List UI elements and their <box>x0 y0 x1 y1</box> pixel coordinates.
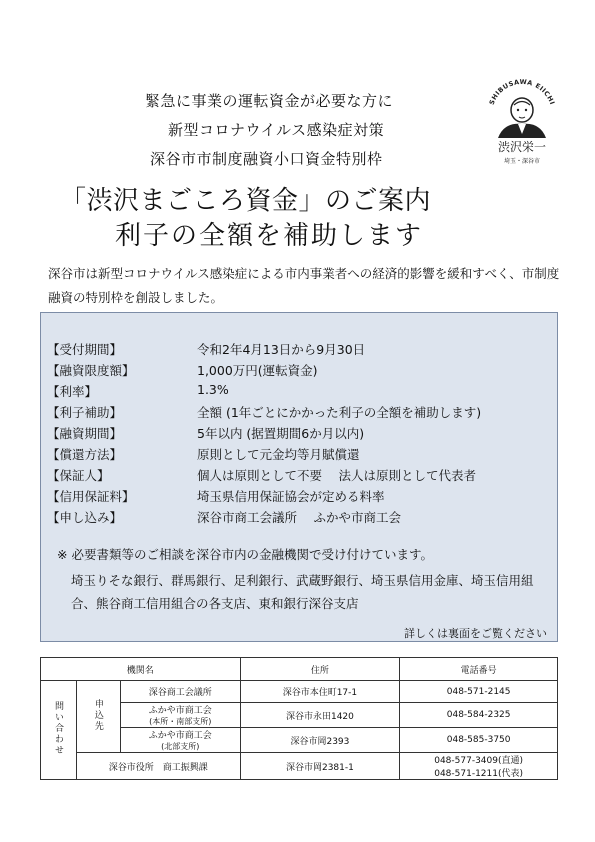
logo-name: 渋沢栄一 <box>497 140 546 154</box>
org-cell <box>120 728 240 753</box>
table-row <box>41 681 558 703</box>
info-label: 【利子補助】 <box>47 405 123 420</box>
phone-cell <box>400 753 558 780</box>
detail-note: 詳しくは裏面をご覧ください <box>404 627 547 640</box>
info-label: 【信用保証料】 <box>47 489 135 504</box>
info-label: 【保証人】 <box>47 468 110 483</box>
group-label-cell <box>41 681 77 780</box>
logo-sub: 埼玉・深谷市 <box>503 158 540 165</box>
address-cell: 深谷市本住町17-1 <box>240 681 400 703</box>
info-value: 個人は原則として不要 法人は原則として代表者 <box>197 468 476 483</box>
info-value: 埼玉県信用保証協会が定める料率 <box>197 489 385 504</box>
org-name: ふかや市商工会 <box>148 731 212 741</box>
info-value: 1.3% <box>197 382 229 397</box>
header-line-1: 緊急に事業の運転資金が必要な方に <box>145 92 394 110</box>
header-org: 機関名 <box>41 658 241 681</box>
info-value: 深谷市商工会議所 ふかや市商工会 <box>197 510 401 525</box>
info-value: 全額 (1年ごとにかかった利子の全額を補助します) <box>197 405 482 420</box>
info-label: 【申し込み】 <box>47 510 123 525</box>
phone-cell: 048-585-3750 <box>400 728 558 753</box>
phone-cell: 048-584-2325 <box>400 703 558 728</box>
sub-label-cell <box>76 681 120 753</box>
info-note: ※ 必要書類等のご相談を深谷市内の金融機関で受け付けています。 <box>57 547 433 562</box>
contact-table <box>40 657 558 780</box>
logo-romaji: SHIBUSAWA EIICHI <box>487 77 557 106</box>
info-label: 【償還方法】 <box>47 447 123 462</box>
org-cell <box>120 703 240 728</box>
phone-main: 048-571-1211(代表) <box>434 769 524 779</box>
phone-direct: 048-577-3409(直通) <box>434 756 524 766</box>
org-cell: 深谷市役所 商工振興課 <box>76 753 240 780</box>
info-value: 5年以内 (据置期間6か月以内) <box>197 426 365 441</box>
info-label: 【融資限度額】 <box>47 363 135 378</box>
org-name: ふかや市商工会 <box>148 706 212 716</box>
info-value: 原則として元金均等月賦償還 <box>197 447 360 462</box>
header-phone: 電話番号 <box>400 658 558 681</box>
info-label: 【受付期間】 <box>47 342 123 357</box>
phone-cell: 048-571-2145 <box>400 681 558 703</box>
shibusawa-logo <box>482 72 562 172</box>
bank-list: 埼玉りそな銀行、群馬銀行、足利銀行、武蔵野銀行、埼玉県信用金庫、埼玉信用組合、熊谷商工信用組合の各支店、東和銀行深谷支店 <box>71 573 534 611</box>
header-line-3: 深谷市市制度融資小口資金特別枠 <box>150 150 383 168</box>
org-cell <box>120 681 240 703</box>
address-cell: 深谷市岡2393 <box>240 728 400 753</box>
sub-label: 申込先 <box>92 698 103 732</box>
header-address: 住所 <box>240 658 400 681</box>
address-cell: 深谷市岡2381-1 <box>240 753 400 780</box>
info-box <box>40 312 558 642</box>
info-label: 【利率】 <box>47 384 98 399</box>
header-line-2: 新型コロナウイルス感染症対策 <box>168 121 385 139</box>
info-label: 【融資期間】 <box>47 426 123 441</box>
info-value: 令和2年4月13日から9月30日 <box>197 342 366 357</box>
info-value: 1,000万円(運転資金) <box>197 363 318 378</box>
org-sub: (北部支所) <box>161 742 200 751</box>
main-title: 「渋沢まごころ資金」のご案内 <box>60 186 432 216</box>
org-sub: (本所・南部支所) <box>149 717 212 726</box>
group-label: 問い合わせ <box>52 701 63 756</box>
address-cell: 深谷市永田1420 <box>240 703 400 728</box>
intro-text: 深谷市は新型コロナウイルス感染症による市内事業者への経済的影響を緩和すべく、市制度融資の特別枠を創設しました。 <box>48 266 560 305</box>
table-row <box>41 753 558 780</box>
org-name: 深谷商工会議所 <box>148 688 212 698</box>
sub-title: 利子の全額を補助します <box>115 221 424 251</box>
